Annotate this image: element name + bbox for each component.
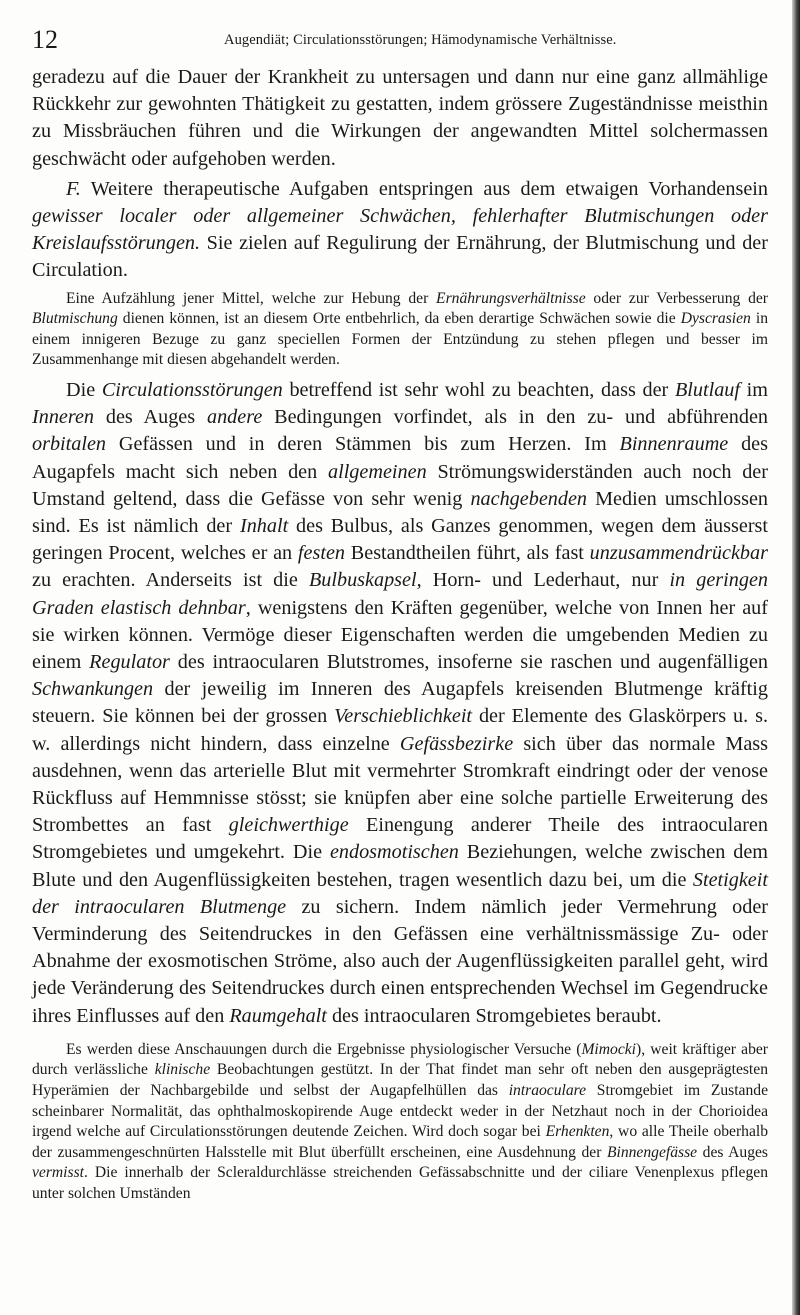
text-run: in einem innigeren Bezuge zu ganz speciellen Formen der Entzündung zu stehen pflegen und besser im Zusammenhange mit diesen abgehandelt werden. <box>32 310 769 369</box>
emphasis-text: Binnengefässe <box>606 1143 698 1161</box>
text-run: Gefässen und in deren Stämmen bis zum Herzen. Im <box>106 433 620 456</box>
text-run: des Auges <box>697 1143 768 1161</box>
text-run: des Auges <box>94 406 207 429</box>
emphasis-text: festen <box>297 542 346 565</box>
text-run: des Bulbus, als Ganzes genommen, wegen dem äusserst geringen Procent, welches er an <box>32 515 769 565</box>
emphasis-text: in geringen Graden elastisch dehnbar <box>32 569 769 619</box>
text-run: im <box>740 379 768 401</box>
text-run: Einengung anderer Theile des intraocularen Stromgebietes und umgekehrt. Die <box>32 814 768 864</box>
emphasis-text: Gefässbezirke <box>399 732 514 755</box>
text-run: ), weit kräftiger aber durch verlässliche <box>32 1040 768 1079</box>
emphasis-text: Ernährungsverhältnisse <box>436 289 586 307</box>
body-paragraph <box>32 176 768 285</box>
text-run: Beziehungen, welche zwischen dem Blute und den Augenflüssigkeiten bestehen, tragen wesentlich dazu bei, um die <box>32 841 768 891</box>
emphasis-text: Blutmischung <box>32 310 118 328</box>
emphasis-text: endosmotischen <box>329 841 459 864</box>
emphasis-text: unzusammendrückbar <box>589 542 768 565</box>
emphasis-text: Verschieblichkeit <box>334 705 473 728</box>
small-print-paragraph <box>32 1040 768 1205</box>
emphasis-text: klinische <box>154 1061 211 1079</box>
emphasis-text: Circulationsstörungen <box>101 379 283 401</box>
emphasis-text: Bulbuskapsel <box>308 569 417 592</box>
text-run: zu erachten. Anderseits ist die <box>32 569 309 592</box>
text-run: oder zur Verbesserung der <box>585 289 768 307</box>
emphasis-text: Blutlauf <box>674 379 740 401</box>
text-run: . Die innerhalb der Scleraldurchlässe streichenden Gefässabschnitte und der ciliare Venenplexus pflegen unter solchen Umständen <box>32 1164 768 1203</box>
text-run: Weitere therapeutische Aufgaben entspringen aus dem etwaigen Vorhandensein <box>80 177 768 200</box>
text-run: Eine Aufzählung jener Mittel, welche zur Hebung der <box>66 289 437 307</box>
emphasis-text: Dyscrasien <box>680 310 751 328</box>
emphasis-text: orbitalen <box>32 433 107 456</box>
emphasis-text: intraoculare <box>508 1082 587 1100</box>
emphasis-text: andere <box>206 406 263 429</box>
text-run: des intraocularen Blutstromes, insoferne sie raschen und augenfälligen <box>169 651 769 674</box>
emphasis-text: Stetigkeit der intraocularen Blutmenge <box>32 868 768 918</box>
page-header <box>32 20 772 60</box>
emphasis-text: gewisser localer oder allgemeiner Schwächen, fehlerhafter Blutmischungen oder Kreislaufsstörungen. <box>32 205 768 255</box>
text-run: betreffend ist sehr wohl zu beachten, dass der <box>282 379 675 401</box>
page-body <box>32 64 768 1211</box>
emphasis-text: Raumgehalt <box>229 1004 327 1027</box>
text-run: zu sichern. Indem nämlich jeder Vermehrung oder Verminderung des Seitendruckes in den Gefässen eine verhältnissmässige Zu- oder Abnahme der exosmotischen Ströme, also auch der Augenflüssigkeiten parallel geht, wird jede Veränderung des Seitendruckes durch einen entsprechenden Wechsel im Gegendrucke ihres Einflusses auf den <box>32 895 768 1027</box>
text-run: , Horn- und Lederhaut, nur <box>416 569 670 592</box>
text-run: Stromgebiet im Zustande scheinbarer Normalität, das ophthalmoskopirende Auge entdeckt weder in der Netzhaut noch in der Chorioidea irgend welche auf Circulationsstörungen deutende Zeichen. Wird doch sogar bei <box>32 1082 768 1141</box>
emphasis-text: Schwankungen <box>32 678 154 701</box>
emphasis-text: F. <box>66 177 81 200</box>
text-run: des Augapfels macht sich neben den <box>32 433 768 483</box>
emphasis-text: Inneren <box>32 406 95 429</box>
text-run: Strömungswiderständen auch noch der Umstand geltend, dass die Gefässe von sehr wenig <box>32 460 768 510</box>
text-run: , wenigstens den Kräften gegenüber, welche von Innen her auf sie wirken können. Vermöge dieser Eigenschaften werden die umgebenden Medien zu einem <box>32 596 769 674</box>
text-run: der Elemente des Glaskörpers u. s. w. allerdings nicht hindern, dass einzelne <box>32 705 768 755</box>
small-print-paragraph <box>32 289 768 371</box>
text-run: , wo alle Theile oberhalb der zusammengeschnürten Halsstelle mit Blut überfüllt erscheinen, eine Ausdehnung der <box>32 1123 769 1161</box>
page-number: 12 <box>32 25 58 54</box>
text-run: geradezu auf die Dauer der Krankheit zu untersagen und dann nur eine ganz allmählige Rückkehr zur gewohnten Thätigkeit zu gestatten, indem grössere Zugeständnisse meisthin zu Missbräuchen führen und die Wirkungen der angewandten Mittel solchermassen geschwächt oder aufgehoben werden. <box>32 66 768 170</box>
text-run: dienen können, ist an diesem Orte entbehrlich, da eben derartige Schwächen sowie die <box>117 310 681 328</box>
text-run: der jeweilig im Inneren des Augapfels kreisenden Blutmenge kräftig steuern. Sie können bei der grossen <box>32 678 768 728</box>
emphasis-text: gleichwerthige <box>228 814 349 837</box>
emphasis-text: allgemeinen <box>328 460 427 483</box>
emphasis-text: Inhalt <box>239 515 289 538</box>
text-run: Beobachtungen gestützt. In der That findet man sehr oft neben den ausgeprägtesten Hyperämien der Nachbargebilde und selbst der Augapfelhüllen das <box>32 1061 768 1100</box>
text-run: Es werden diese Anschauungen durch die Ergebnisse physiologischer Versuche ( <box>66 1040 582 1058</box>
text-run: sich über das normale Mass ausdehnen, wenn das arterielle Blut mit vermehrter Stromkraft eindringt oder der venose Rückfluss auf Hemmnisse stösst; sie knüpfen aber eine solche partielle Erweiterung des Strombettes an fast <box>32 732 768 837</box>
body-paragraph <box>32 64 768 173</box>
emphasis-text: nachgebenden <box>470 487 588 510</box>
emphasis-text: Binnenraume <box>619 433 729 456</box>
text-run: Medien umschlossen sind. Es ist nämlich der <box>32 487 768 538</box>
text-run: Bedingungen vorfindet, als in den zu- und abführenden <box>262 406 768 429</box>
text-run: Bestandtheilen führt, als fast <box>345 542 590 565</box>
text-run: Die <box>66 379 102 401</box>
emphasis-text: vermisst <box>32 1164 84 1182</box>
emphasis-text: Mimocki <box>581 1040 636 1058</box>
body-paragraph <box>32 377 768 1030</box>
text-run: Sie zielen auf Regulirung der Ernährung, der Blutmischung und der Circulation. <box>32 232 768 282</box>
emphasis-text: Regulator <box>89 651 170 674</box>
running-head: Augendiät; Circulationsstörungen; Hämodynamische Verhältnisse. <box>224 32 617 48</box>
emphasis-text: Erhenkten <box>545 1123 610 1141</box>
page-edge-shadow <box>792 0 800 1315</box>
text-run: des intraocularen Stromgebietes beraubt. <box>326 1004 662 1027</box>
